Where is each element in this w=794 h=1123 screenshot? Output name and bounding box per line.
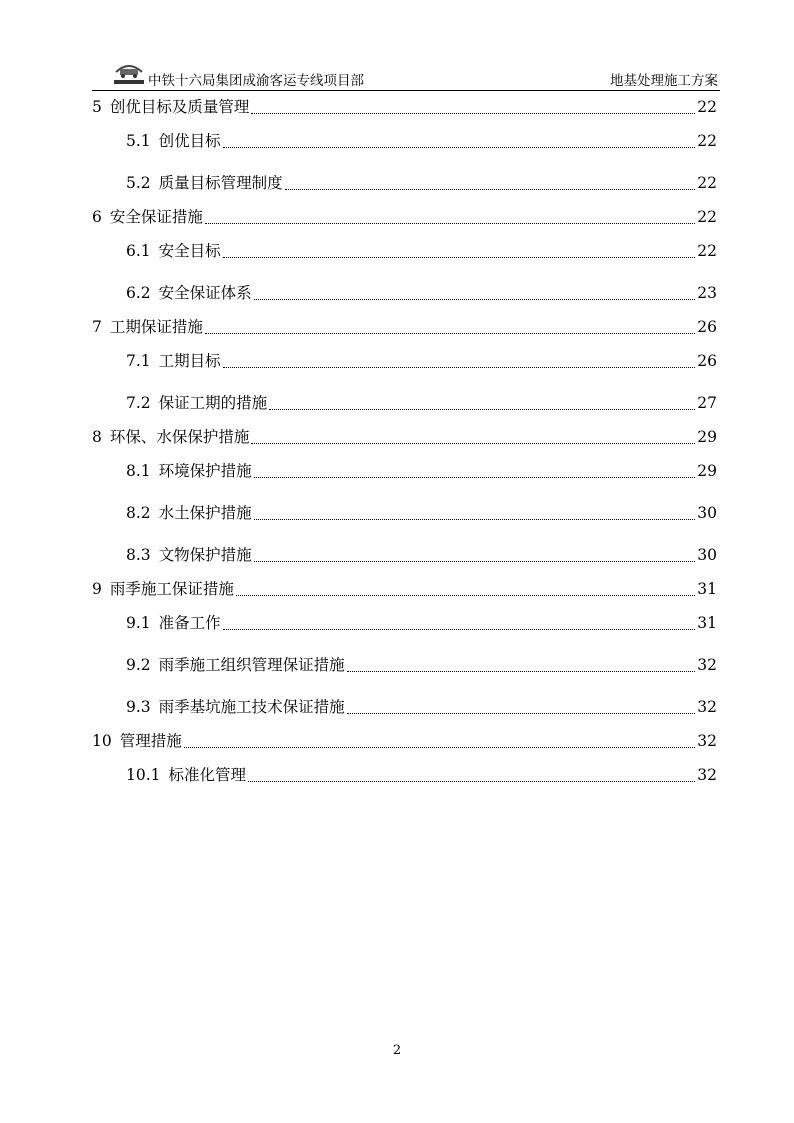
toc-entry[interactable] <box>126 241 717 261</box>
toc-entry-title: 安全目标 <box>158 242 221 260</box>
toc-entry-title: 雨季基坑施工技术保证措施 <box>158 698 345 716</box>
toc-entry[interactable] <box>126 351 717 371</box>
toc-entry[interactable] <box>126 173 717 193</box>
toc-entry-number: 10.1 <box>126 766 161 784</box>
toc-entry-page: 26 <box>697 352 717 370</box>
toc-entry-page: 27 <box>697 394 717 412</box>
toc-dot-leader <box>236 595 695 596</box>
toc-entry-page: 22 <box>697 98 717 116</box>
toc-entry-page: 22 <box>697 208 717 226</box>
toc-entry-title: 管理措施 <box>119 732 182 750</box>
toc-dot-leader <box>347 713 696 714</box>
page-number: 2 <box>392 1043 402 1058</box>
toc-entry-number: 5.2 <box>126 174 151 192</box>
toc-entry-page: 29 <box>697 428 717 446</box>
toc-entry[interactable] <box>92 579 717 599</box>
toc-dot-leader <box>251 113 695 114</box>
toc-entry-title: 雨季施工保证措施 <box>109 580 234 598</box>
toc-entry-page: 32 <box>697 732 717 750</box>
toc-dot-leader <box>254 299 696 300</box>
toc-entry-title: 创优目标及质量管理 <box>109 98 250 116</box>
toc-entry-title: 工期保证措施 <box>109 318 203 336</box>
toc-entry[interactable] <box>126 461 717 481</box>
toc-entry-number: 5 <box>92 98 102 116</box>
toc-entry-number: 5.1 <box>126 132 151 150</box>
toc-entry[interactable] <box>126 545 717 565</box>
toc-dot-leader <box>254 477 696 478</box>
toc-entry-page: 30 <box>697 504 717 522</box>
toc-entry[interactable] <box>92 97 717 117</box>
toc-entry[interactable] <box>126 765 717 785</box>
toc-entry-page: 29 <box>697 462 717 480</box>
header-doc-title: 地基处理施工方案 <box>610 73 718 89</box>
toc-dot-leader <box>184 747 696 748</box>
toc-entry-page: 22 <box>697 174 717 192</box>
toc-entry[interactable] <box>92 731 717 751</box>
toc-entry-title: 保证工期的措施 <box>158 394 268 412</box>
toc-entry-number: 8.2 <box>126 504 151 522</box>
toc-entry-number: 7.1 <box>126 352 151 370</box>
toc-dot-leader <box>223 257 696 258</box>
toc-entry-number: 7.2 <box>126 394 151 412</box>
toc-entry-number: 9 <box>92 580 102 598</box>
toc-entry-title: 雨季施工组织管理保证措施 <box>158 656 345 674</box>
toc-entry-title: 安全保证体系 <box>158 284 252 302</box>
toc-entry[interactable] <box>92 317 717 337</box>
toc-entry[interactable] <box>126 613 717 633</box>
toc-dot-leader <box>269 409 695 410</box>
toc-entry-number: 9.3 <box>126 698 151 716</box>
toc-entry-title: 质量目标管理制度 <box>158 174 283 192</box>
toc-dot-leader <box>205 333 695 334</box>
toc-entry-title: 工期目标 <box>158 352 221 370</box>
toc-dot-leader <box>205 223 695 224</box>
toc-entry[interactable] <box>126 655 717 675</box>
toc-entry-page: 26 <box>697 318 717 336</box>
toc-dot-leader <box>285 189 696 190</box>
toc-entry-page: 32 <box>697 656 717 674</box>
toc-entry-number: 7 <box>92 318 102 336</box>
toc-entry-number: 6.1 <box>126 242 151 260</box>
toc-entry-number: 8 <box>92 428 102 446</box>
toc-entry-number: 9.2 <box>126 656 151 674</box>
toc-entry-title: 准备工作 <box>158 614 221 632</box>
toc-entry-number: 8.1 <box>126 462 151 480</box>
toc-dot-leader <box>254 561 696 562</box>
toc-entry-number: 6 <box>92 208 102 226</box>
toc-dot-leader <box>251 443 695 444</box>
toc-dot-leader <box>254 519 696 520</box>
toc-entry[interactable] <box>92 427 717 447</box>
toc-entry-title: 安全保证措施 <box>109 208 203 226</box>
toc-entry-page: 31 <box>697 614 717 632</box>
toc-entry-title: 环境保护措施 <box>158 462 252 480</box>
toc-dot-leader <box>223 629 696 630</box>
toc-dot-leader <box>347 671 696 672</box>
toc-entry-page: 32 <box>697 698 717 716</box>
toc-entry[interactable] <box>126 503 717 523</box>
toc-entry-page: 30 <box>697 546 717 564</box>
toc-entry-page: 32 <box>697 766 717 784</box>
toc-entry-title: 水土保护措施 <box>158 504 252 522</box>
toc-entry-page: 31 <box>697 580 717 598</box>
toc-entry[interactable] <box>126 393 717 413</box>
toc-entry[interactable] <box>126 131 717 151</box>
toc-entry-title: 环保、水保保护措施 <box>109 428 250 446</box>
toc-dot-leader <box>248 781 695 782</box>
toc-entry-title: 标准化管理 <box>168 766 247 784</box>
toc-dot-leader <box>223 147 696 148</box>
toc-entry-page: 22 <box>697 242 717 260</box>
toc-entry[interactable] <box>126 697 717 717</box>
toc-entry-number: 6.2 <box>126 284 151 302</box>
toc-entry-number: 9.1 <box>126 614 151 632</box>
toc-entry-number: 8.3 <box>126 546 151 564</box>
toc-entry[interactable] <box>126 283 717 303</box>
toc-entry-title: 文物保护措施 <box>158 546 252 564</box>
toc-entry-page: 22 <box>697 132 717 150</box>
toc-entry-title: 创优目标 <box>158 132 221 150</box>
toc-entry-page: 23 <box>697 284 717 302</box>
toc-dot-leader <box>223 367 696 368</box>
toc-entry-number: 10 <box>92 732 112 750</box>
toc-entry[interactable] <box>92 207 717 227</box>
header-org-name: 中铁十六局集团成渝客运专线项目部 <box>148 73 364 89</box>
